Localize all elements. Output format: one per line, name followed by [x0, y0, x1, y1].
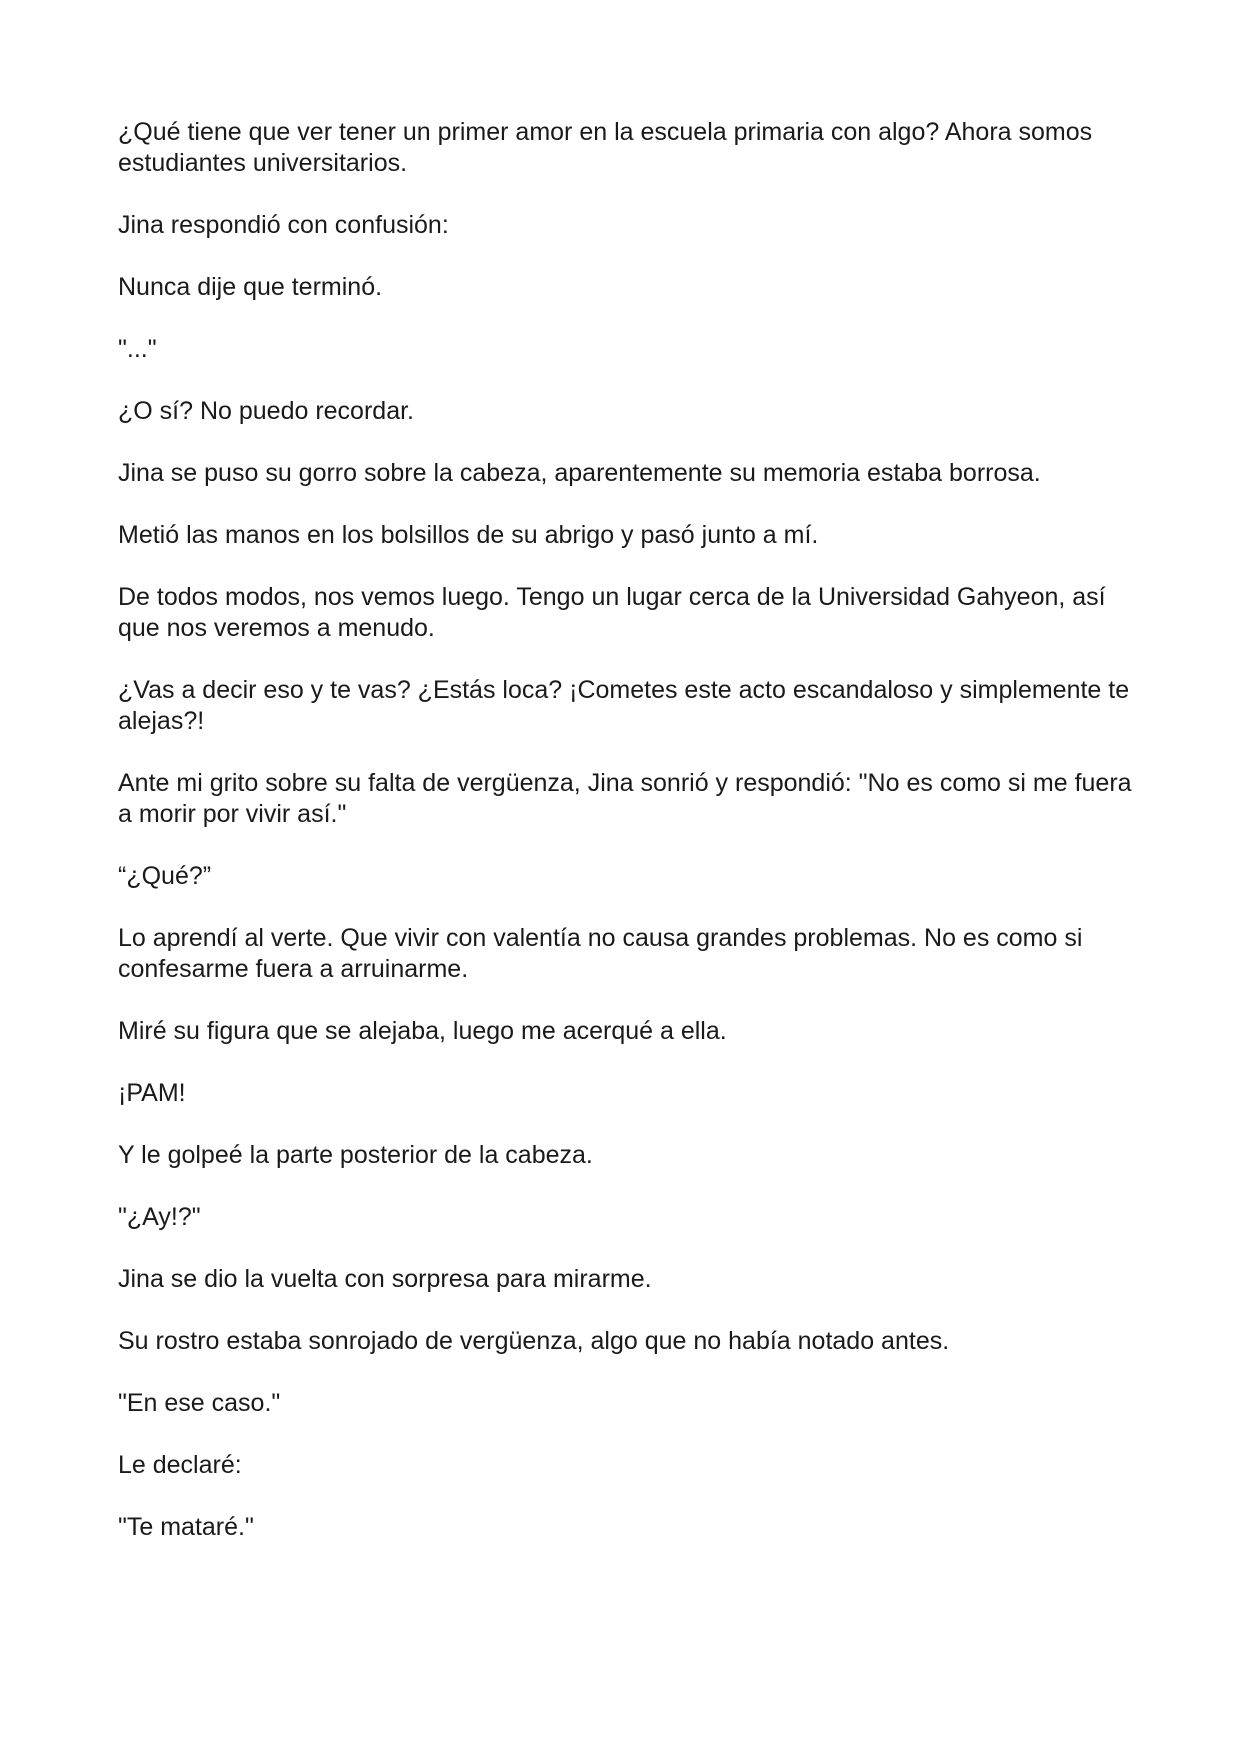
paragraph: Jina se puso su gorro sobre la cabeza, aparentemente su memoria estaba borrosa.	[118, 459, 1041, 487]
paragraph: "..."	[118, 335, 157, 363]
paragraph: Su rostro estaba sonrojado de vergüenza, algo que no había notado antes.	[118, 1327, 950, 1355]
paragraph: ¿Vas a decir eso y te vas? ¿Estás loca? ¡Cometes este acto escandaloso y simplemente te alejas?!	[118, 676, 1130, 735]
paragraph: De todos modos, nos vemos luego. Tengo un lugar cerca de la Universidad Gahyeon, así que nos veremos a menudo.	[118, 583, 1106, 642]
paragraph: Metió las manos en los bolsillos de su abrigo y pasó junto a mí.	[118, 521, 819, 549]
paragraph: Lo aprendí al verte. Que vivir con valentía no causa grandes problemas. No es como si confesarme fuera a arruinarme.	[118, 924, 1083, 983]
paragraph: ¡PAM!	[118, 1079, 186, 1107]
document-body	[118, 117, 1138, 1574]
paragraph: Miré su figura que se alejaba, luego me acerqué a ella.	[118, 1017, 727, 1045]
paragraph: ¿O sí? No puedo recordar.	[118, 397, 414, 425]
paragraph: “¿Qué?”	[118, 862, 212, 890]
paragraph: Jina se dio la vuelta con sorpresa para mirarme.	[118, 1265, 652, 1293]
paragraph: Le declaré:	[118, 1451, 242, 1479]
paragraph: ¿Qué tiene que ver tener un primer amor en la escuela primaria con algo? Ahora somos estudiantes universitarios.	[118, 118, 1093, 177]
paragraph: Jina respondió con confusión:	[118, 211, 449, 239]
paragraph: Nunca dije que terminó.	[118, 273, 383, 301]
paragraph: "¿Ay!?"	[118, 1203, 201, 1231]
paragraph: Ante mi grito sobre su falta de vergüenza, Jina sonrió y respondió: "No es como si me fuera a morir por vivir así."	[118, 769, 1132, 828]
paragraph: "En ese caso."	[118, 1389, 281, 1417]
paragraph: Y le golpeé la parte posterior de la cabeza.	[118, 1141, 593, 1169]
paragraph: "Te mataré."	[118, 1513, 254, 1541]
